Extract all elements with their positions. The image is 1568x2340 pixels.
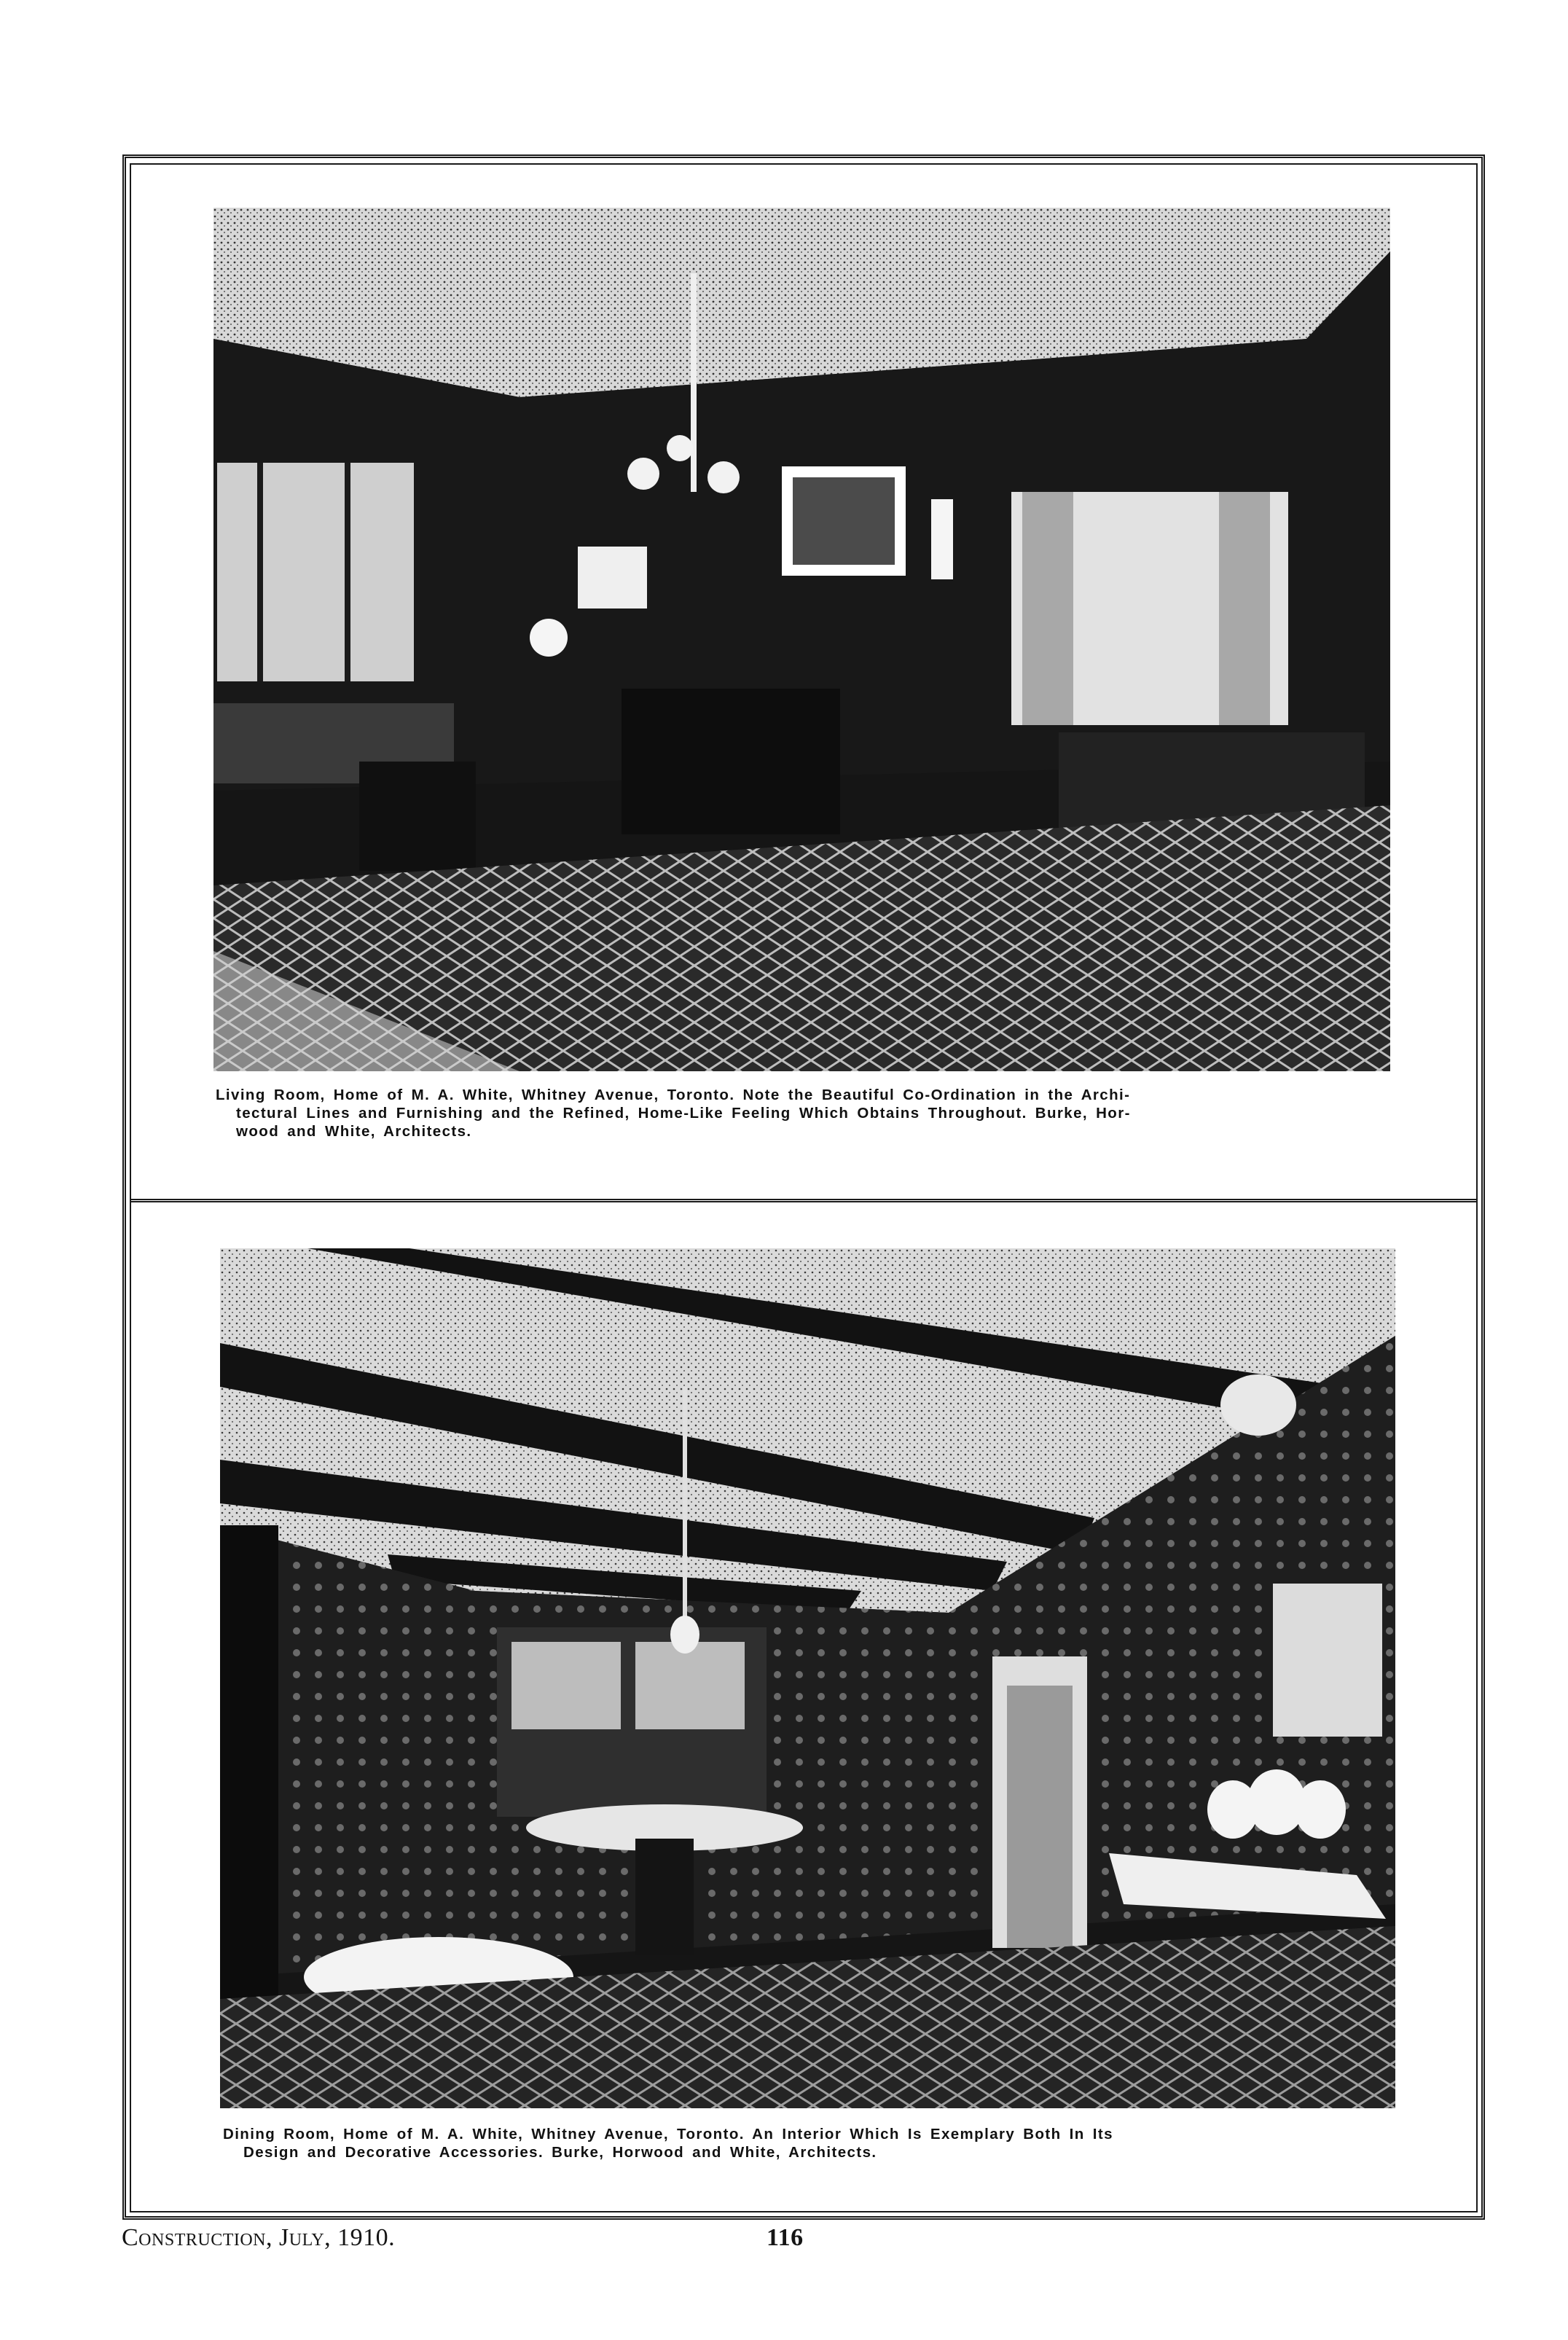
page-number: 116 [767,2224,804,2251]
dining-room-photo [220,1248,1395,2108]
caption-line: Living Room, Home of M. A. White, Whitney Avenue, Toronto. Note the Beautiful Co-Ordination in the Archi- [216,1087,1131,1103]
caption-line: Dining Room, Home of M. A. White, Whitney Avenue, Toronto. An Interior Which Is Exemplary Both In Its [223,2126,1113,2143]
publication-footer: Construction, July, 1910. [122,2224,396,2251]
caption-line: tectural Lines and Furnishing and the Refined, Home-Like Feeling Which Obtains Throughout. Burke, Hor- [236,1105,1131,1122]
caption-line: wood and White, Architects. [236,1123,472,1140]
caption-line: Design and Decorative Accessories. Burke, Horwood and White, Architects. [243,2144,877,2161]
panel-divider [130,1199,1478,1202]
living-room-photo [213,208,1390,1071]
dining-room-caption [223,2125,1399,2161]
living-room-caption [216,1086,1392,1140]
